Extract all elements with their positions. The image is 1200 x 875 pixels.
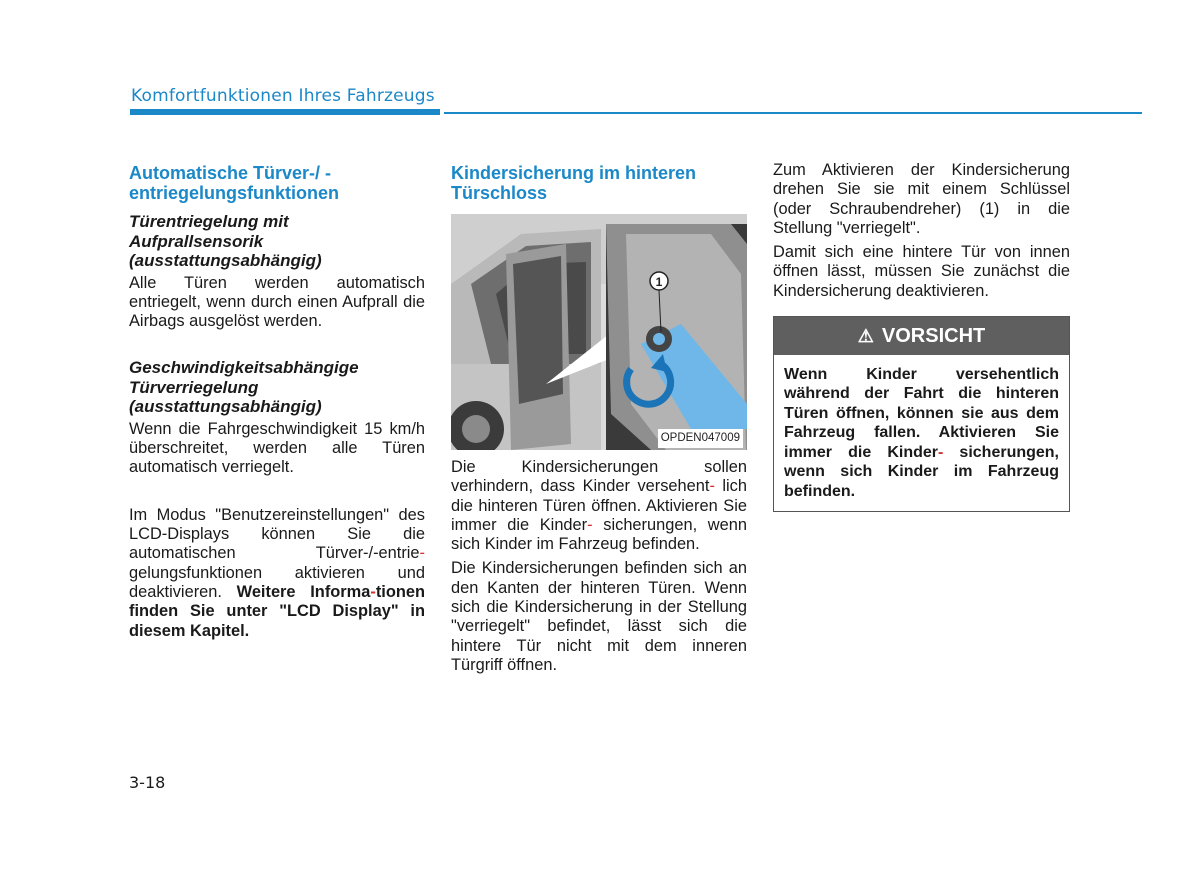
paragraph-child-lock-purpose: [451, 458, 747, 554]
header-rule-thin: [444, 112, 1142, 114]
figure-code: OPDEN047009: [658, 429, 743, 448]
column-3: [773, 161, 1070, 512]
caution-text-part-a: Wenn Kinder versehentlich während der Fahrt die hinteren Türen öffnen, können sie aus dem Fahrzeug fallen. Aktivieren Sie immer die Kinder: [784, 366, 1059, 461]
child-lock-figure: [451, 214, 747, 450]
subheading-speed-lock: Geschwindigkeitsabhängige Türverriegelung (ausstattungsabhängig): [129, 358, 359, 417]
paragraph-lcd-settings: [129, 506, 425, 641]
column-1: [129, 163, 425, 641]
section-heading-child-lock: Kindersicherung im hinteren Türschloss: [451, 163, 697, 203]
caution-title: VORSICHT: [881, 325, 986, 348]
header-title: Komfortfunktionen Ihres Fahrzeugs: [131, 86, 435, 106]
hyphen-mark: -: [938, 443, 944, 461]
section-heading-auto-lock: Automatische Türver-/ -entriegelungsfunktionen: [129, 163, 340, 203]
callout-number: 1: [655, 275, 663, 289]
hyphen-mark: -: [587, 515, 593, 534]
page-number: 3-18: [129, 773, 166, 792]
paragraph-speed-lock: Wenn die Fahrgeschwindigkeit 15 km/h überschreitet, werden alle Türen automatisch verriegelt.: [129, 419, 425, 477]
paragraph-crash-unlock: Alle Türen werden automatisch entriegelt, wenn durch einen Aufprall die Airbags ausgelöst werden.: [129, 273, 425, 331]
subheading-crash-unlock: Türentriegelung mit Aufprallsensorik (ausstattungsabhängig): [129, 212, 322, 270]
hyphen-mark: -: [709, 477, 715, 496]
paragraph-child-lock-location: Die Kindersicherungen befinden sich an den Kanten der hinteren Türen. Wenn sich die Kindersicherung in der Stellung "verriegelt" befindet, lässt sich die hintere Tür nicht mit dem inneren Türgriff öffnen.: [451, 559, 747, 674]
caution-text-part-b: sicherungen, wenn sich Kinder im Fahrzeug befinden.: [784, 443, 1059, 500]
hyphen-mark: -: [370, 582, 376, 601]
caution-header: [774, 317, 1069, 355]
header-rule-thick: [130, 109, 440, 115]
paragraph-activate: Zum Aktivieren der Kindersicherung drehen Sie sie mit einem Schlüssel (oder Schraubendreher) (1) in die Stellung "verriegelt".: [773, 161, 1070, 237]
caution-text: [774, 355, 1069, 511]
hyphen-mark: -: [419, 544, 425, 563]
caution-box: [773, 316, 1070, 512]
paragraph-deactivate: Damit sich eine hintere Tür von innen öffnen lässt, müssen Sie zunächst die Kindersicherung deaktivieren.: [773, 243, 1070, 300]
purpose-part-a: Die Kindersicherungen sollen verhindern, dass Kinder versehent: [451, 458, 747, 496]
car-door-illustration: [451, 214, 747, 450]
lcd-bold-part-b: tionen finden Sie unter "LCD Display" in diesem Kapitel.: [129, 582, 425, 640]
lcd-text-part-a: Im Modus "Benutzereinstellungen" des LCD-Displays können Sie die automatischen Türver-/-entrie: [129, 505, 425, 563]
lcd-bold-part-a: Weitere Informa: [236, 582, 371, 601]
column-2: [451, 163, 747, 675]
purpose-part-b: lich die hinteren Türen öffnen. Aktivieren Sie immer die Kinder: [451, 477, 747, 534]
lcd-text-part-b: gelungsfunktionen aktivieren und deaktivieren.: [129, 563, 425, 601]
warning-triangle-icon: ⚠: [857, 326, 874, 347]
purpose-part-c: sicherungen, wenn sich Kinder im Fahrzeug befinden.: [451, 515, 747, 554]
